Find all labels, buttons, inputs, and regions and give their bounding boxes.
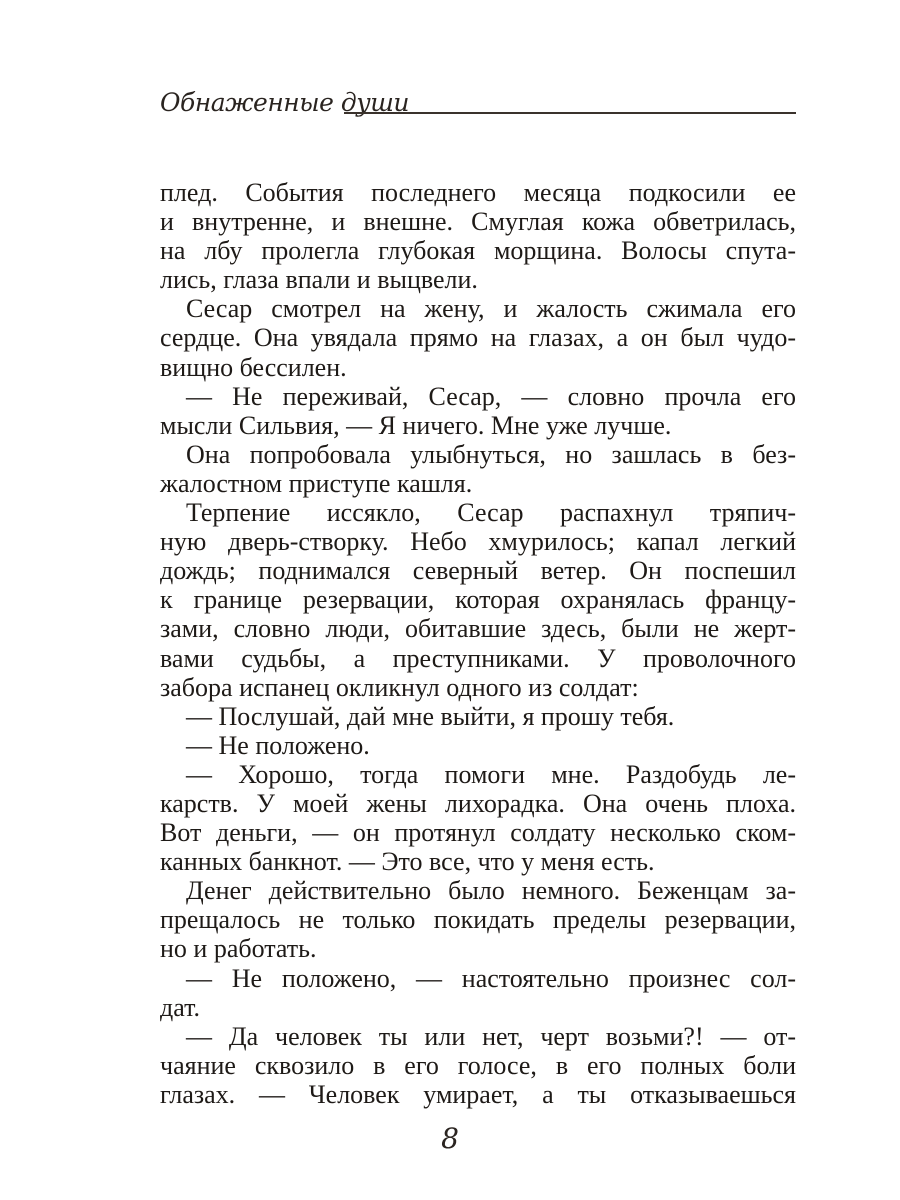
header-rule bbox=[344, 112, 796, 114]
text-line: и внутренне, и внешне. Смуглая кожа обветрилась, bbox=[160, 207, 796, 237]
text-line: — Да человек ты или нет, черт возьми?! — от- bbox=[186, 1021, 796, 1051]
text-line: ную дверь-створку. Небо хмурилось; капал легкий bbox=[160, 527, 796, 557]
text-line: — Не положено, — настоятельно произнес сол- bbox=[186, 963, 796, 993]
text-line: канных банкнот. — Это все, что у меня есть. bbox=[160, 847, 655, 877]
paragraph bbox=[160, 760, 796, 876]
text-line: к границе резервации, которая охранялась францу- bbox=[160, 585, 796, 615]
paragraph bbox=[160, 702, 796, 731]
text-line: Сесар смотрел на жену, и жалость сжимала его bbox=[186, 294, 796, 324]
paragraph bbox=[160, 178, 796, 294]
text-line: плед. События последнего месяца подкосили ее bbox=[160, 178, 796, 207]
running-header bbox=[160, 84, 796, 132]
text-line: вами судьбы, а преступниками. У проволочного bbox=[160, 643, 796, 673]
text-line: Она попробовала улыбнуться, но зашлась в без- bbox=[186, 439, 796, 469]
text-line: зами, словно люди, обитавшие здесь, были не жерт- bbox=[160, 614, 796, 644]
text-line: но и работать. bbox=[160, 934, 317, 964]
text-line: карств. У моей жены лихорадка. Она очень плоха. bbox=[160, 788, 796, 818]
text-line: сердце. Она увядала прямо на глазах, а он был чудо- bbox=[160, 323, 796, 353]
text-line: лись, глаза впали и выцвели. bbox=[160, 265, 478, 295]
paragraph bbox=[160, 498, 796, 702]
text-line: Вот деньги, — он протянул солдату несколько ском- bbox=[160, 818, 796, 848]
text-line: вищно бессилен. bbox=[160, 352, 347, 382]
text-line: забора испанец окликнул одного из солдат: bbox=[160, 672, 639, 702]
text-line: чаяние сквозило в его голосе, в его полных боли bbox=[160, 1050, 796, 1080]
body-text bbox=[160, 178, 796, 1109]
paragraph bbox=[160, 294, 796, 381]
text-line: — Хорошо, тогда помоги мне. Раздобудь ле- bbox=[186, 759, 796, 789]
text-line: дождь; поднимался северный ветер. Он поспешил bbox=[160, 556, 796, 586]
paragraph bbox=[160, 876, 796, 963]
paragraph bbox=[160, 440, 796, 498]
text-line: прещалось не только покидать пределы резервации, bbox=[160, 905, 796, 935]
paragraph bbox=[160, 964, 796, 1022]
text-line: — Послушай, дай мне выйти, я прошу тебя. bbox=[186, 701, 675, 731]
text-line: — Не переживай, Сесар, — словно прочла его bbox=[186, 381, 796, 411]
text-line: Терпение иссякло, Сесар распахнул тряпич- bbox=[186, 498, 796, 528]
text-line: жалостном приступе кашля. bbox=[160, 468, 473, 498]
running-title: Обнаженные души bbox=[160, 88, 410, 117]
text-line: дат. bbox=[160, 992, 201, 1022]
text-line: глазах. — Человек умирает, а ты отказываешься bbox=[160, 1079, 796, 1109]
page-number: 8 bbox=[441, 1122, 459, 1155]
paragraph bbox=[160, 382, 796, 440]
paragraph bbox=[160, 1022, 796, 1109]
paragraph bbox=[160, 731, 796, 760]
text-line: на лбу пролегла глубокая морщина. Волосы спута- bbox=[160, 236, 796, 266]
text-line: Денег действительно было немного. Беженцам за- bbox=[186, 876, 796, 906]
text-line: мысли Сильвия, — Я ничего. Мне уже лучше. bbox=[160, 410, 672, 440]
text-line: — Не положено. bbox=[186, 730, 370, 760]
